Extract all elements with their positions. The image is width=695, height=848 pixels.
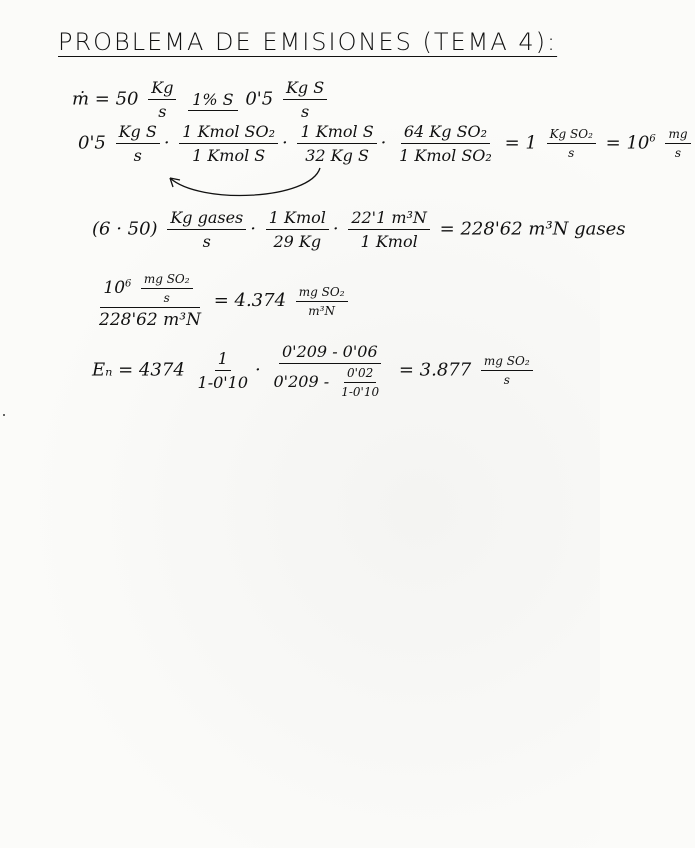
emission-lhs: Eₙ = 4374 [92,359,185,381]
frac-num: Kg S [116,122,160,144]
frac-num: 0'02 [344,366,376,383]
concentration-unit [296,285,348,318]
frac-num: 22'1 m³N [348,208,430,230]
frac-den: 1 Kmol [360,232,418,251]
frac-den: 228'62 m³N [99,310,201,330]
frac-den: s [133,146,142,165]
frac-den: s [300,102,310,121]
factor-2 [179,122,278,165]
mass-flow-line [72,78,331,121]
frac-den: s [202,232,211,251]
emission-unit [481,354,533,387]
concentration-result: = 4.374 [213,290,287,311]
frac-num: 64 Kg SO₂ [401,122,490,144]
mass-flow-unit [148,78,176,121]
frac-num: 1 Kmol SO₂ [179,122,278,144]
oxygen-den-a: 0'209 - [273,372,330,391]
frac-num: Kg S [283,78,327,100]
num-power: 6 [125,278,132,290]
frac-num: mg [665,127,690,144]
gas-volume-line: (6 · 50) $\frac{\text{Kg gases}}{s}$ · $\frac{\text{1 Kmol}}{29 Kg}$ · $\frac{\text{22'1 m³N}}{\text{1 Kmol}}$ = 228'62 m³N gases [92,208,626,251]
frac-den: 1 Kmol S [192,146,266,165]
frac-den [271,364,390,399]
page-title: PROBLEMA DE EMISIONES (TEMA 4): [58,28,558,56]
stray-dot [3,414,5,416]
frac-num: Kg [148,78,176,100]
concentration-fraction [96,272,204,330]
emission-result: = 3.877 [398,359,472,381]
num-unit [141,272,193,305]
gas-volume-result: = 228'62 m³N gases [439,218,626,240]
frac-num: mg SO₂ [141,272,193,289]
frac-den: 32 Kg S [305,146,369,165]
frac-num: 1 Kmol [266,208,329,230]
factor-oxygen [271,342,390,399]
factor-1 [116,122,160,165]
frac-den: s [158,102,167,121]
start-value: 0'5 [78,132,106,154]
num-value: 10 [103,278,126,298]
frac-num: mg SO₂ [296,285,348,302]
frac-num: Kg SO₂ [547,127,596,144]
frac-den: m³N [308,303,335,318]
normalized-emission-line: Eₙ = 4374 $\frac{1}{1-0'10}$ · 0'209 - 0'06 0'209 - $\frac{0'02}{1-0'10}$ = 3.877 $\frac{\text{mg SO₂}}{s}$ [92,342,537,399]
arrow-label: 1% S [192,89,234,109]
frac-num: mg SO₂ [481,354,533,371]
factor-5 [547,127,596,160]
conversion-line: 0'5 $\frac{\text{Kg S}}{s}$ · $\frac{\text{1 Kmol SO₂}}{\text{1 Kmol S}}$ · $\frac{\text{1 Kmol S}}{\text{32 Kg S}}$ · $\frac{\text{64 Kg SO₂}}{\text{1 Kmol SO₂}}$ = 1 $\frac{\text{Kg SO₂}}{s}$ = $10^6$ $\frac{mg}{s}$ [78,122,695,165]
concentration-line [92,272,352,330]
factor-6 [665,127,690,160]
frac-den: s [503,373,510,387]
factor-3 [297,122,376,165]
oxygen-den-frac [338,366,382,399]
frac-num: 1 Kmol S [297,122,376,144]
result-2: = 10 [605,132,650,154]
frac-num: 1 [215,349,231,371]
frac-den: s [163,291,170,305]
sulfur-unit [283,78,327,121]
frac-num [100,272,199,308]
factor-4 [396,122,495,165]
factor-moisture [195,349,252,392]
cancel-arrow-icon [160,160,330,205]
frac-den: 29 Kg [273,232,322,251]
frac-den: 1 Kmol SO₂ [399,146,492,165]
frac-den: 1-0'10 [341,385,380,399]
factor-kmol [266,208,329,251]
mass-flow-lhs: ṁ = 50 [72,88,139,110]
gas-factor: (6 · 50) [92,218,158,240]
sulfur-value: 0'5 [245,88,274,110]
frac-den: s [568,146,575,160]
frac-num: 0'209 - 0'06 [279,342,381,364]
frac-den: s [674,146,682,160]
frac-num: Kg gases [167,208,246,230]
power: 6 [649,133,656,145]
result-value: = 1 [504,132,537,154]
frac-den: 1-0'10 [197,373,249,392]
factor-volume [348,208,430,251]
factor-gases [167,208,246,251]
